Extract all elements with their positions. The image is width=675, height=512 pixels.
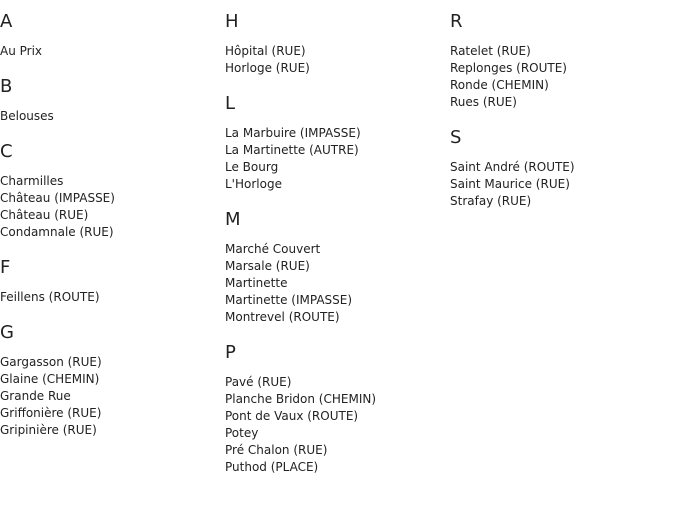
letter-heading: S xyxy=(450,127,462,148)
letter-group-c xyxy=(0,140,225,241)
street-link[interactable]: Replonges (ROUTE) xyxy=(450,61,567,75)
street-list xyxy=(0,173,225,241)
letter-group-h xyxy=(225,10,450,77)
street-link[interactable]: Montrevel (ROUTE) xyxy=(225,310,340,324)
letter-heading: P xyxy=(225,342,236,363)
letter-heading: M xyxy=(225,209,241,230)
street-link[interactable]: Condamnale (RUE) xyxy=(0,225,114,239)
street-link[interactable]: Marsale (RUE) xyxy=(225,259,310,273)
street-link[interactable]: Château (IMPASSE) xyxy=(0,191,115,205)
street-link[interactable]: Le Bourg xyxy=(225,160,279,174)
street-link[interactable]: Griffonière (RUE) xyxy=(0,406,102,420)
street-link[interactable]: Charmilles xyxy=(0,174,64,188)
street-list xyxy=(225,374,450,476)
letter-heading: C xyxy=(0,141,13,162)
letter-heading: H xyxy=(225,11,239,32)
street-link[interactable]: Pont de Vaux (ROUTE) xyxy=(225,409,359,423)
letter-group-a xyxy=(0,10,225,60)
street-link[interactable]: Puthod (PLACE) xyxy=(225,460,319,474)
letter-group-p xyxy=(225,341,450,476)
letter-heading: B xyxy=(0,76,13,97)
street-link[interactable]: Rues (RUE) xyxy=(450,95,517,109)
street-link[interactable]: Martinette (IMPASSE) xyxy=(225,293,353,307)
street-link[interactable]: Pavé (RUE) xyxy=(225,375,292,389)
street-link[interactable]: Belouses xyxy=(0,109,54,123)
letter-heading: A xyxy=(0,11,13,32)
street-link[interactable]: Gripinière (RUE) xyxy=(0,423,97,437)
street-link[interactable]: Au Prix xyxy=(0,44,43,58)
street-link[interactable]: Horloge (RUE) xyxy=(225,61,310,75)
street-list xyxy=(0,354,225,439)
street-link[interactable]: Grande Rue xyxy=(0,389,71,403)
letter-group-m xyxy=(225,208,450,326)
letter-heading: F xyxy=(0,257,11,278)
street-list xyxy=(0,43,225,60)
street-list xyxy=(0,108,225,125)
street-link[interactable]: Ronde (CHEMIN) xyxy=(450,78,549,92)
street-list xyxy=(225,241,450,326)
street-link[interactable]: Hôpital (RUE) xyxy=(225,44,306,58)
street-link[interactable]: Saint Maurice (RUE) xyxy=(450,177,570,191)
letter-heading: G xyxy=(0,322,14,343)
street-link[interactable]: Planche Bridon (CHEMIN) xyxy=(225,392,377,406)
street-list xyxy=(0,289,225,306)
letter-group-b xyxy=(0,75,225,125)
letter-group-r xyxy=(450,10,675,111)
letter-heading: L xyxy=(225,93,236,114)
street-link[interactable]: La Martinette (AUTRE) xyxy=(225,143,359,157)
street-list xyxy=(225,43,450,77)
street-link[interactable]: Glaine (CHEMIN) xyxy=(0,372,100,386)
street-link[interactable]: Potey xyxy=(225,426,259,440)
street-link[interactable]: Saint André (ROUTE) xyxy=(450,160,575,174)
street-link[interactable]: Marché Couvert xyxy=(225,242,321,256)
letter-heading: R xyxy=(450,11,463,32)
street-link[interactable]: La Marbuire (IMPASSE) xyxy=(225,126,361,140)
letter-group-g xyxy=(0,321,225,439)
street-link[interactable]: Gargasson (RUE) xyxy=(0,355,102,369)
street-link[interactable]: Martinette xyxy=(225,276,288,290)
letter-group-f xyxy=(0,256,225,306)
letter-group-l xyxy=(225,92,450,193)
street-list xyxy=(450,159,675,210)
street-link[interactable]: L'Horloge xyxy=(225,177,282,191)
street-link[interactable]: Pré Chalon (RUE) xyxy=(225,443,328,457)
street-link[interactable]: Château (RUE) xyxy=(0,208,89,222)
street-link[interactable]: Ratelet (RUE) xyxy=(450,44,531,58)
street-list xyxy=(225,125,450,193)
letter-group-s xyxy=(450,126,675,210)
street-index-column-1 xyxy=(0,10,225,454)
street-link[interactable]: Feillens (ROUTE) xyxy=(0,290,100,304)
street-link[interactable]: Strafay (RUE) xyxy=(450,194,532,208)
street-list xyxy=(450,43,675,111)
street-index-column-3 xyxy=(450,10,675,225)
street-index-column-2 xyxy=(225,10,450,491)
